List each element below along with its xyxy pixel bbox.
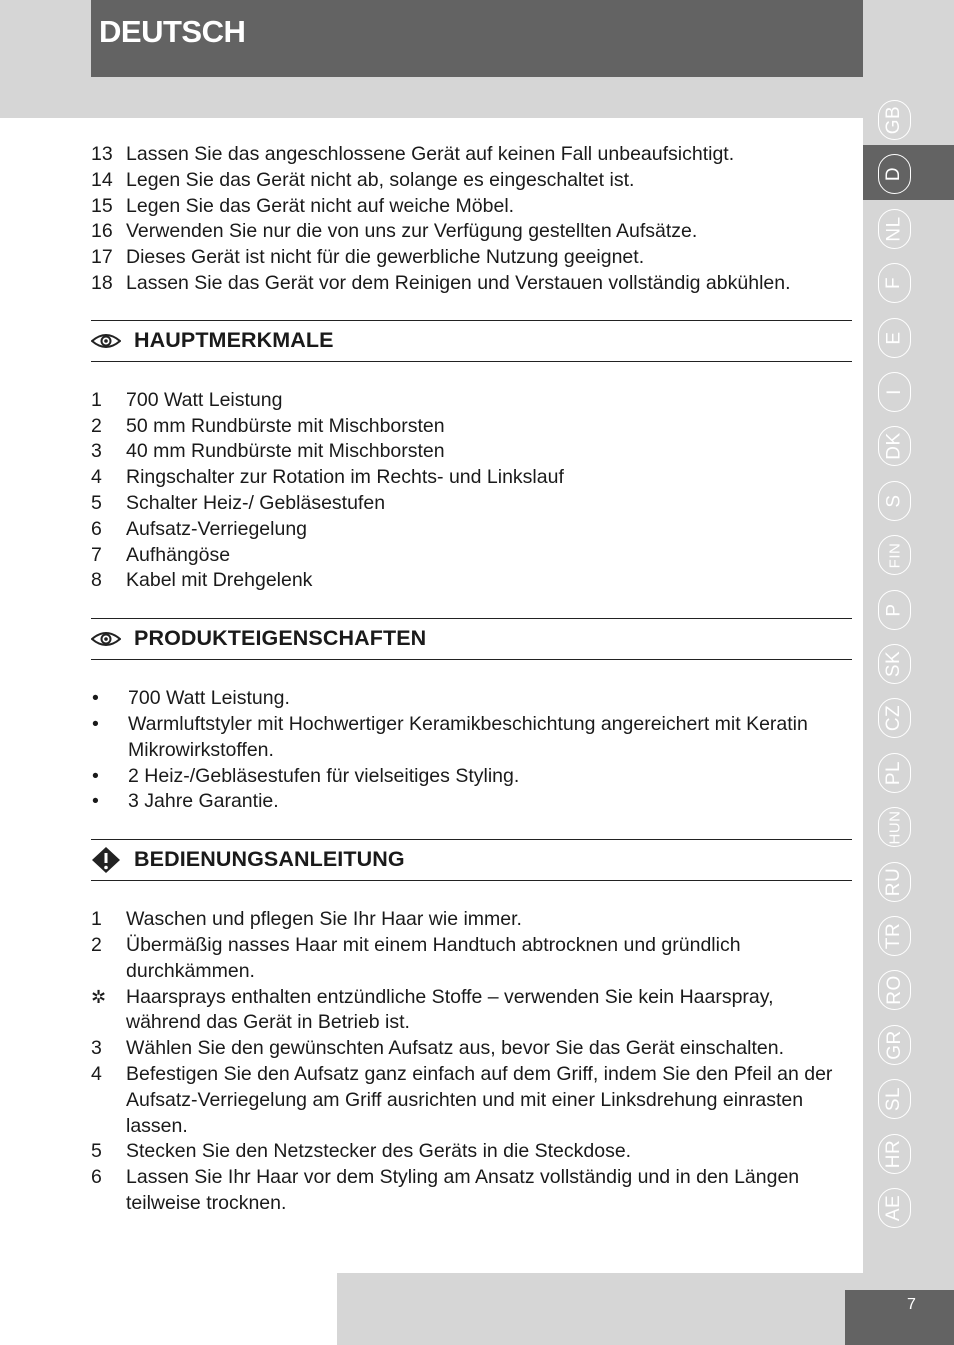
- item-text: Haarsprays enthalten entzündliche Stoffe – verwenden Sie kein Haarspray, während das Gerät in Betrieb ist.: [126, 985, 774, 1034]
- item-number: 13: [91, 143, 113, 165]
- language-tab-label: NL: [883, 216, 905, 242]
- section-title: HAUPTMERKMALE: [134, 327, 334, 352]
- section-header-properties: [91, 618, 852, 660]
- language-tab-label: GB: [883, 105, 905, 135]
- language-tab-e[interactable]: [878, 318, 911, 358]
- language-tab-label: HUN: [886, 810, 903, 845]
- item-text: 700 Watt Leistung: [126, 388, 283, 411]
- item-text: 40 mm Rundbürste mit Mischborsten: [126, 440, 445, 463]
- language-tab-label: S: [883, 494, 905, 508]
- language-tab-label: P: [883, 603, 905, 617]
- item-number: 8: [91, 569, 102, 592]
- language-tab-label: TR: [883, 922, 905, 950]
- language-tab-s[interactable]: [878, 481, 911, 521]
- list-item: [91, 543, 852, 569]
- item-text: 2 Heiz-/Gebläsestufen für vielseitiges Styling.: [128, 764, 520, 787]
- list-item: [91, 1062, 852, 1139]
- item-number: 14: [91, 168, 113, 191]
- language-tab-label: F: [883, 277, 905, 290]
- list-item: [91, 933, 852, 985]
- safety-list: [91, 142, 852, 297]
- language-tab-label: RO: [883, 975, 905, 1006]
- language-tab-label: AE: [883, 1194, 905, 1222]
- item-number: 1: [91, 908, 102, 931]
- language-tab-label: SL: [883, 1087, 905, 1112]
- bullet: •: [92, 764, 99, 787]
- list-item: [91, 491, 852, 517]
- item-text: Befestigen Sie den Aufsatz ganz einfach auf dem Griff, indem Sie den Pfeil an der Aufsatz-Verriegelung am Griff ausrichten und mit einer Linksdrehung einrasten lassen.: [126, 1062, 833, 1137]
- item-text: 50 mm Rundbürste mit Mischborsten: [126, 414, 445, 437]
- language-tab-tr[interactable]: [878, 916, 911, 956]
- page-number: 7: [907, 1296, 916, 1313]
- language-tab-gb[interactable]: [878, 100, 911, 140]
- item-number: 17: [91, 246, 113, 269]
- list-item: [91, 907, 852, 933]
- item-number: 2: [91, 414, 102, 437]
- list-item: [91, 194, 852, 220]
- language-tab-dk[interactable]: [878, 426, 911, 466]
- eye-icon: [91, 631, 134, 647]
- item-text: Lassen Sie das angeschlossene Gerät auf keinen Fall unbeaufsichtigt.: [126, 143, 735, 165]
- item-number: 6: [91, 517, 102, 540]
- language-tab-label: HR: [883, 1139, 905, 1168]
- language-tab-sk[interactable]: [878, 644, 911, 684]
- item-text: Aufhängöse: [126, 543, 231, 566]
- bullet: •: [92, 790, 99, 813]
- item-number: 3: [91, 1037, 102, 1060]
- bullet: •: [92, 687, 99, 710]
- section-header-features: [91, 320, 852, 362]
- pointer-diamond-icon: [91, 846, 134, 874]
- section-header-instructions: [91, 839, 852, 881]
- language-tab-label: DK: [883, 432, 905, 461]
- item-text: Kabel mit Drehgelenk: [126, 569, 313, 592]
- list-item: [91, 439, 852, 465]
- list-item: [91, 985, 852, 1037]
- item-number: 2: [91, 933, 102, 956]
- language-tab-gr[interactable]: [878, 1025, 911, 1065]
- language-tab-i[interactable]: [878, 372, 911, 412]
- properties-list: [91, 686, 852, 815]
- list-item: [91, 142, 852, 168]
- item-text: Legen Sie das Gerät nicht auf weiche Möbel.: [126, 194, 515, 217]
- language-tab-label: I: [883, 389, 905, 395]
- item-text: Stecken Sie den Netzstecker des Geräts in die Steckdose.: [126, 1140, 632, 1163]
- item-text: Lassen Sie Ihr Haar vor dem Styling am Ansatz vollständig und in den Längen teilweise trocknen.: [126, 1166, 800, 1214]
- language-tab-sl[interactable]: [878, 1079, 911, 1119]
- item-text: Wählen Sie den gewünschten Aufsatz aus, bevor Sie das Gerät einschalten.: [126, 1037, 784, 1060]
- page-title: DEUTSCH: [99, 14, 246, 49]
- list-item: [91, 1165, 852, 1217]
- list-item: [91, 517, 852, 543]
- item-text: Dieses Gerät ist nicht für die gewerbliche Nutzung geeignet.: [126, 246, 645, 269]
- list-item: [91, 1036, 852, 1062]
- list-item: [91, 789, 852, 815]
- item-number: 3: [91, 440, 102, 463]
- language-tab-f[interactable]: [878, 263, 911, 303]
- item-number: 1: [91, 388, 102, 411]
- language-tab-fin[interactable]: [878, 535, 911, 575]
- content: [91, 142, 852, 1217]
- bullet: •: [92, 712, 99, 735]
- item-number: 4: [91, 466, 102, 489]
- item-text: 700 Watt Leistung.: [128, 687, 290, 710]
- list-item: [91, 712, 852, 764]
- item-number: 6: [91, 1166, 102, 1189]
- list-item: [91, 465, 852, 491]
- list-item: [91, 271, 852, 297]
- header-bar: [91, 0, 863, 77]
- item-text: Schalter Heiz-/ Gebläsestufen: [126, 491, 386, 514]
- language-tab-label: FIN: [885, 542, 903, 569]
- page-number-box: [845, 1290, 954, 1345]
- warning-star-icon: ✲: [91, 986, 107, 1007]
- language-tab-label: PL: [883, 760, 905, 785]
- language-tab-label: CZ: [883, 705, 905, 732]
- list-item: [91, 1139, 852, 1165]
- language-tab-label: RU: [883, 867, 905, 896]
- list-item: [91, 219, 852, 245]
- language-tab-ae[interactable]: [878, 1188, 911, 1228]
- language-tab-label: SK: [883, 650, 905, 678]
- item-number: 18: [91, 271, 113, 294]
- item-number: 5: [91, 491, 102, 514]
- language-tab-label: E: [883, 331, 905, 345]
- features-list: [91, 388, 852, 594]
- item-text: Ringschalter zur Rotation im Rechts- und Linkslauf: [126, 466, 564, 489]
- item-number: 7: [91, 543, 102, 566]
- item-text: Aufsatz-Verriegelung: [126, 517, 308, 540]
- list-item: [91, 686, 852, 712]
- language-tab-nl[interactable]: [878, 209, 911, 249]
- item-text: Warmluftstyler mit Hochwertiger Keramikbeschichtung angereichert mit Keratin Mikrowirkstoffen.: [128, 712, 808, 761]
- language-tab-cz[interactable]: [878, 698, 911, 738]
- language-tab-ro[interactable]: [878, 970, 911, 1010]
- language-tab-label: D: [883, 167, 905, 182]
- list-item: [91, 245, 852, 271]
- list-item: [91, 764, 852, 790]
- item-text: Lassen Sie das Gerät vor dem Reinigen und Verstauen vollständig abkühlen.: [126, 271, 791, 294]
- language-tab-p[interactable]: [878, 590, 911, 630]
- language-tabs: [863, 90, 954, 1240]
- item-text: Legen Sie das Gerät nicht ab, solange es eingeschaltet ist.: [126, 168, 635, 191]
- list-item: [91, 414, 852, 440]
- list-item: [91, 168, 852, 194]
- item-number: 4: [91, 1062, 102, 1085]
- list-item: [91, 388, 852, 414]
- item-number: 15: [91, 194, 113, 217]
- language-tab-hr[interactable]: [878, 1134, 911, 1174]
- language-tab-pl[interactable]: [878, 753, 911, 793]
- footer-panel: [0, 1273, 337, 1345]
- eye-icon: [91, 333, 134, 349]
- section-title: BEDIENUNGSANLEITUNG: [134, 847, 405, 872]
- item-text: Übermäßig nasses Haar mit einem Handtuch abtrocknen und gründlich durchkämmen.: [126, 933, 741, 982]
- list-item: [91, 568, 852, 594]
- section-title: PRODUKTEIGENSCHAFTEN: [134, 626, 427, 651]
- item-number: 16: [91, 220, 113, 243]
- language-tab-d[interactable]: [878, 154, 911, 194]
- instructions-list: [91, 907, 852, 1217]
- item-text: Verwenden Sie nur die von uns zur Verfügung gestellten Aufsätze.: [126, 220, 698, 243]
- language-tab-label: GR: [883, 1030, 905, 1060]
- language-tab-ru[interactable]: [878, 862, 911, 902]
- item-text: 3 Jahre Garantie.: [128, 790, 279, 813]
- item-number: 5: [91, 1140, 102, 1163]
- language-tab-hun[interactable]: [878, 807, 911, 847]
- item-text: Waschen und pflegen Sie Ihr Haar wie immer.: [126, 908, 522, 931]
